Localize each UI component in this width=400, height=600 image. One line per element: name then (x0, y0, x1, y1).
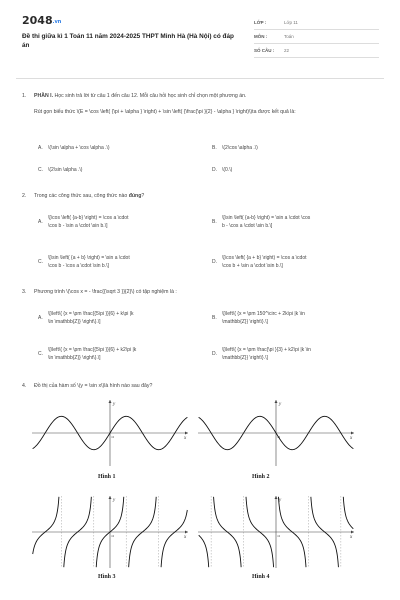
question-1-stem: Rút gọn biểu thức \(E = \cos \left( {\pi + \alpha } \right) + \sin \left( {\frac{\pi }{2} - \alpha } \right)\)ta được kết quả là: (34, 109, 296, 115)
question-3-option-d[interactable]: D.\[\left\{ {x = \pm \frac{\pi }{3} + k2\pi |k \in \mathbb{Z}} \right\}.\] (212, 347, 311, 361)
figure-4-graph[interactable] (196, 494, 356, 570)
question-1-option-c[interactable]: C. \(2\sin \alpha .\) (38, 167, 83, 173)
meta-row-count: SỐ CÂU : 22 (254, 44, 379, 58)
figure-3-caption: Hình 3 (98, 574, 116, 580)
question-1-intro: 1. PHẦN I. Học sinh trả lời từ câu 1 đến câu 12. Mỗi câu hỏi học sinh chỉ chọn một phương án. (22, 93, 247, 99)
y-axis-label: y (279, 498, 282, 503)
y-axis-arrow (275, 496, 278, 499)
x-axis-label: x (184, 535, 187, 540)
origin-label: O (277, 534, 281, 538)
question-3-option-b[interactable]: B.\[\left\{ {x = \pm 150^\circ + 2k\pi |k \in \mathbb{Z}} \right\}.\] (212, 311, 305, 325)
y-axis-arrow (275, 400, 278, 403)
figure-3-graph[interactable] (30, 494, 190, 570)
figure-4-caption: Hình 4 (252, 574, 270, 580)
x-axis-arrow (351, 531, 354, 534)
figure-2-graph[interactable] (196, 398, 356, 468)
x-axis-label: x (350, 535, 353, 540)
figure-1-caption: Hình 1 (98, 474, 116, 480)
question-2-option-d[interactable]: D.\[\cos \left( {a + b} \right) = \cos a \cdot \cos b + \sin a \cdot \sin b.\] (212, 255, 307, 269)
question-2-option-b[interactable]: B.\[\sin \left( {a-b} \right) = \sin a \cdot \cos b - \cos a \cdot \sin b.\] (212, 215, 311, 229)
x-axis-arrow (185, 432, 188, 435)
question-1-option-b[interactable]: B. \(2\cos \alpha .\) (212, 145, 258, 151)
question-1-option-a[interactable]: A. \(\sin \alpha + \cos \alpha .\) (38, 145, 110, 151)
meta-row-class: LỚP : Lớp 11 (254, 16, 379, 30)
question-2-stem: 2. Trong các công thức sau, công thức nào đúng? (22, 193, 145, 199)
exam-title: Đề thi giữa kì 1 Toán 11 năm 2024-2025 THPT Minh Hà (Hà Nội) có đáp án (22, 33, 234, 49)
question-4-stem: 4. Đồ thị của hàm số \(y = \sin x\)là hình nào sau đây? (22, 383, 153, 389)
site-logo[interactable]: 2048.vn (22, 14, 62, 27)
x-axis-label: x (184, 436, 187, 441)
exam-meta-table (254, 16, 379, 58)
question-2-option-a[interactable]: A.\[\cos \left( {a-b} \right) = \cos a \cdot \cos b - \sin a \cdot \sin b.\] (38, 215, 129, 229)
x-axis-label: x (350, 436, 353, 441)
header-divider (16, 78, 384, 79)
y-axis-arrow (109, 496, 112, 499)
x-axis-arrow (185, 531, 188, 534)
function-branch (33, 497, 59, 554)
question-1-option-d[interactable]: D. \(0.\) (212, 167, 233, 173)
figure-1-graph[interactable] (30, 398, 190, 468)
origin-label: O (111, 534, 115, 538)
function-branch (343, 497, 353, 529)
question-3-stem: 3. Phương trình \(\cos x = - \frac{{\sqrt 3 }}{2}\) có tập nghiệm là : (22, 289, 177, 295)
question-2-option-c[interactable]: C.\[\sin \left( {a + b} \right) = \sin a \cdot \cos b - \cos a \cdot \sin b.\] (38, 255, 130, 269)
figure-2-caption: Hình 2 (252, 474, 270, 480)
y-axis-label: y (113, 498, 116, 503)
question-3-option-c[interactable]: C.\[\left\{ {x = \pm \frac{{5\pi }}{6} + k2\pi |k \in \mathbb{Z}} \right\}.\] (38, 347, 137, 361)
origin-label: O (111, 435, 115, 439)
question-3-option-a[interactable]: A.\[\left\{ {x = \pm \frac{{5\pi }}{6} + k\pi |k \in \mathbb{Z}} \right\}.\] (38, 311, 134, 325)
y-axis-label: y (279, 402, 282, 407)
meta-row-subject: MÔN : Toán (254, 30, 379, 44)
y-axis-label: y (113, 402, 116, 407)
y-axis-arrow (109, 400, 112, 403)
x-axis-arrow (351, 432, 354, 435)
origin-label: O (277, 435, 281, 439)
function-branch (199, 535, 209, 567)
